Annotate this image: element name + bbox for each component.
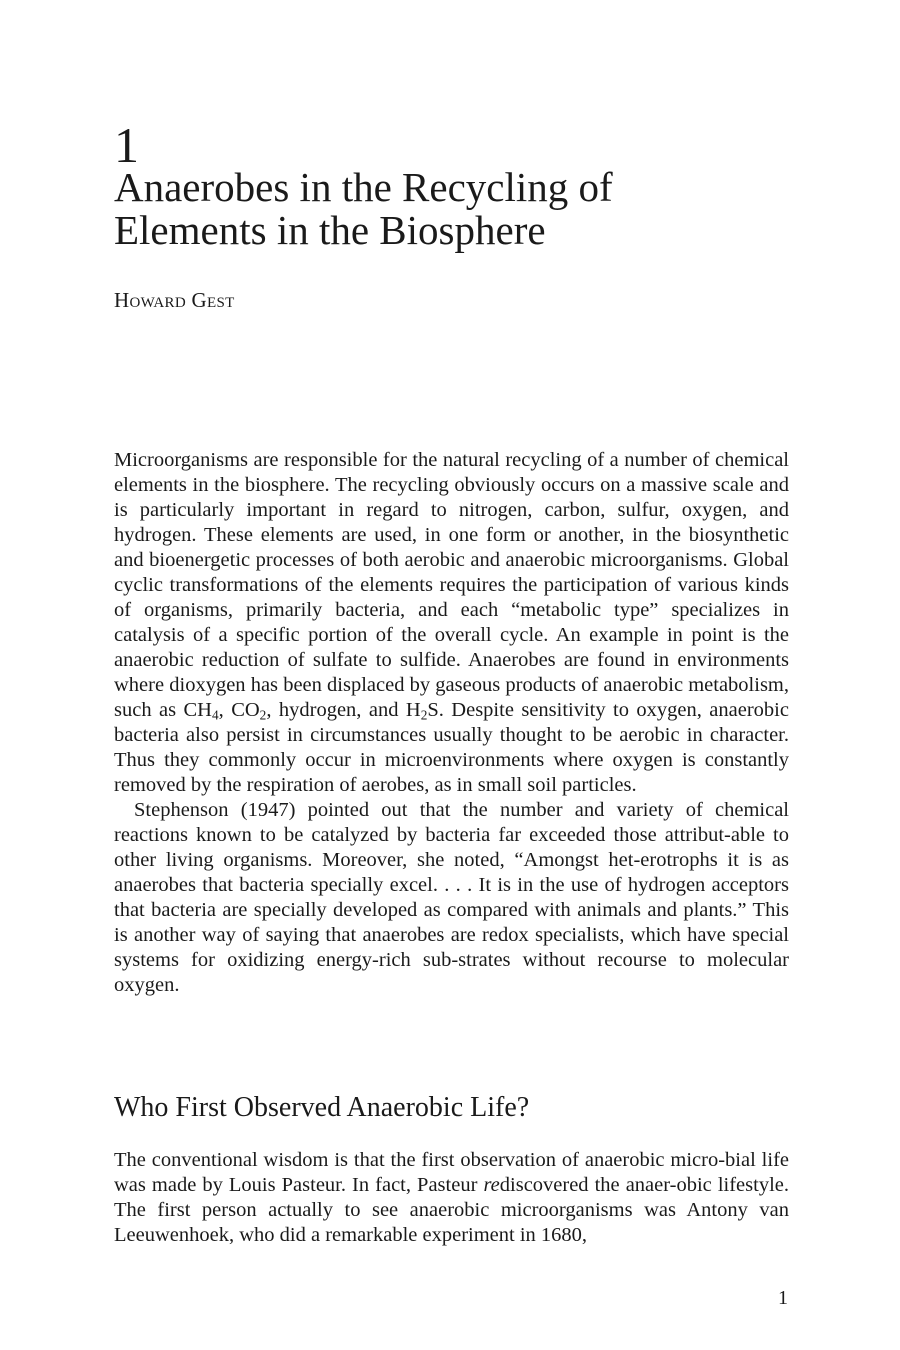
section-body: [114, 1148, 789, 1248]
subscript-2: 2: [420, 707, 428, 723]
paragraph-1-part-a: Microorganisms are responsible for the natural recycling of a number of chemical elements in the biosphere. The recycling obviously occurs on a massive scale and is particularly important in regard to nitrogen, carbon, sulfur, oxygen, and hydrogen. These elements are used, in one form or another, in the biosynthetic and bioenergetic processes of both aerobic and anaerobic microorganisms. Global cyclic transformations of the elements requires the participation of various kinds of organisms, primarily bacteria, and each “metabolic type” specializes in catalysis of a specific portion of the overall cycle. An example in point is the anaerobic reduction of sulfate to sulfide. Anaerobes are found in environments where dioxygen has been displaced by gaseous products of anaerobic metabolism, such as CH: [114, 449, 789, 721]
emphasis-re: re: [483, 1174, 500, 1196]
intro-body: [114, 448, 789, 998]
section-paragraph-1: [114, 1148, 789, 1248]
chapter-title: [114, 166, 814, 252]
section-paragraph-part-a: The conventional wisdom is that the first observation of anaerobic micro-bial life was made by Louis Pasteur. In fact, Pasteur: [114, 1149, 789, 1196]
subscript-2: 2: [259, 707, 267, 723]
section-paragraph-part-b: discovered the anaer-obic lifestyle. The first person actually to see anaerobic microorganisms was Antony van Leeuwenhoek, who did a remarkable experiment in 1680,: [114, 1174, 789, 1246]
page-number: 1: [778, 1287, 788, 1309]
chapter-title-line-2: Elements in the Biosphere: [114, 207, 546, 253]
author-name: Howard Gest: [114, 288, 235, 312]
chapter-number: 1: [114, 117, 139, 173]
paragraph-1-part-b: , CO: [218, 699, 260, 721]
chapter-title-line-1: Anaerobes in the Recycling of: [114, 164, 613, 210]
section-heading: Who First Observed Anaerobic Life?: [114, 1092, 530, 1123]
paragraph-1-part-c: , hydrogen, and H: [266, 699, 421, 721]
paragraph-1-part-d: S. Despite sensitivity to oxygen, anaerobic bacteria also persist in circumstances usually thought to be aerobic in character. Thus they commonly occur in microenvironments where oxygen is constantly removed by the respiration of aerobes, as in small soil particles.: [114, 699, 789, 796]
paragraph-1: [114, 448, 789, 798]
paragraph-2: Stephenson (1947) pointed out that the number and variety of chemical reactions known to be catalyzed by bacteria far exceeded those attribut-able to other living organisms. Moreover, she noted, “Amongst het-erotrophs it is as anaerobes that bacteria specially excel. . . . It is in the use of hydrogen acceptors that bacteria are specially developed as compared with animals and plants.” This is another way of saying that anaerobes are redox specialists, which have special systems for oxidizing energy-rich sub-strates without recourse to molecular oxygen.: [114, 799, 789, 996]
subscript-4: 4: [211, 707, 219, 723]
